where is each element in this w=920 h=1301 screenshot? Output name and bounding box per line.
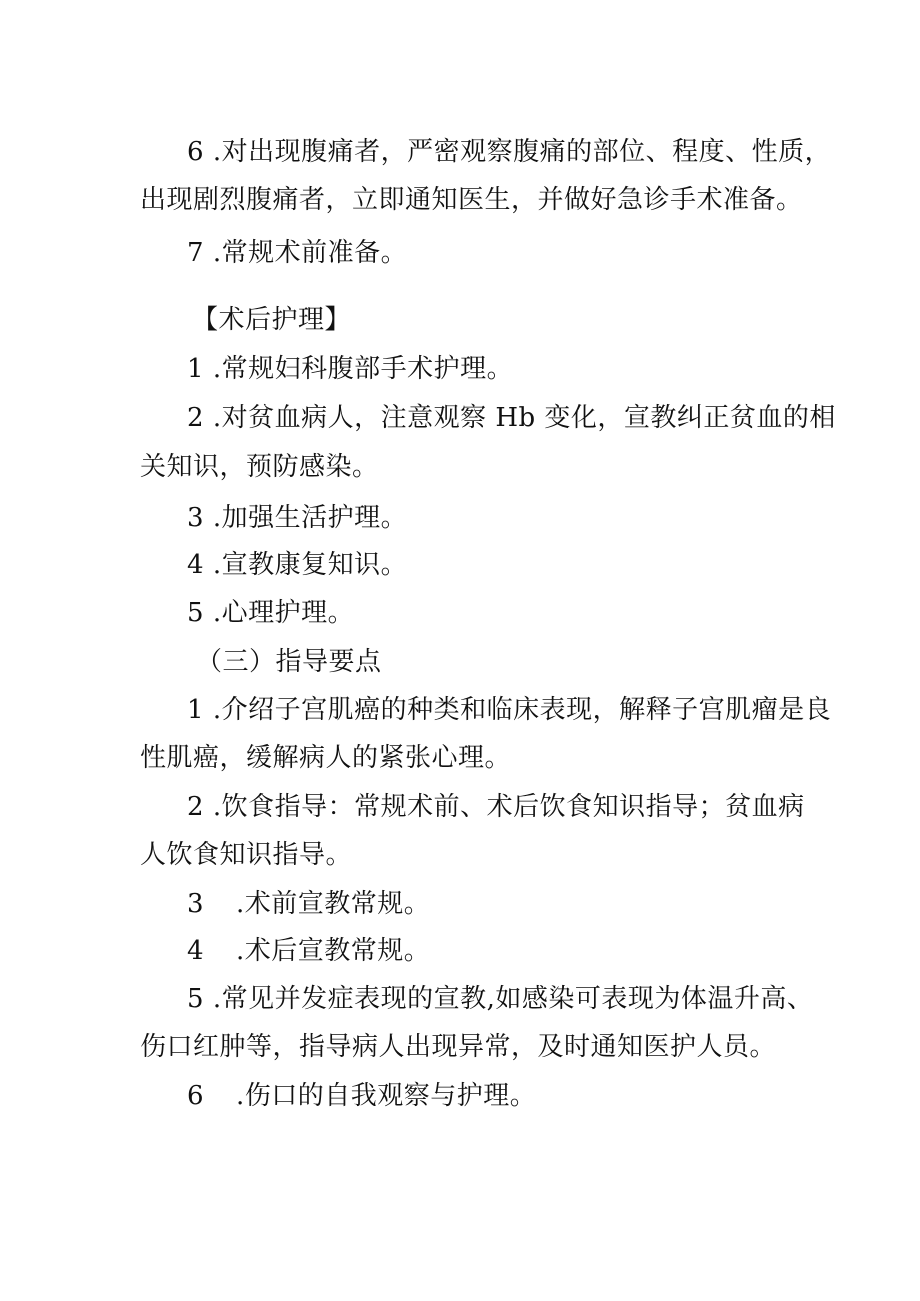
section-heading-guidance: （三）指导要点 xyxy=(196,647,382,677)
item-number: 1 xyxy=(187,354,205,384)
item-number: 4 xyxy=(187,550,205,580)
item-text: .常规妇科腹部手术护理。 xyxy=(212,354,514,384)
guidance-item-1-line-1 xyxy=(187,693,831,727)
item-number: 3 xyxy=(187,889,205,919)
item-number: 5 xyxy=(187,598,205,628)
guidance-item-4 xyxy=(187,934,430,968)
guidance-item-2-line-2: 人饮食知识指导。 xyxy=(140,840,353,870)
item-7 xyxy=(187,236,407,270)
guidance-item-2-line-1 xyxy=(187,790,805,824)
item-6-line-2: 出现剧烈腹痛者，立即通知医生，并做好急诊手术准备。 xyxy=(140,185,803,215)
postop-item-3 xyxy=(187,501,407,535)
item-text: .常见并发症表现的宣教,如感染可表现为体温升高、 xyxy=(212,984,814,1014)
item-number: 3 xyxy=(187,503,205,533)
item-text: .常规术前准备。 xyxy=(212,238,408,268)
item-text: .宣教康复知识。 xyxy=(212,550,408,580)
item-text: .对贫血病人，注意观察 Hb 变化，宣教纠正贫血的相 xyxy=(212,403,836,433)
postop-item-1 xyxy=(187,352,513,386)
postop-item-4 xyxy=(187,548,407,582)
section-heading-postop: 【术后护理】 xyxy=(192,305,352,335)
item-number: 6 xyxy=(187,137,205,167)
item-number: 2 xyxy=(187,403,205,433)
item-number: 5 xyxy=(187,984,205,1014)
item-number: 2 xyxy=(187,792,205,822)
item-number: 4 xyxy=(187,936,205,966)
item-text: .心理护理。 xyxy=(212,598,355,628)
guidance-item-1-line-2: 性肌癌，缓解病人的紧张心理。 xyxy=(140,743,512,773)
item-text: .术后宣教常规。 xyxy=(236,936,431,966)
item-number: 6 xyxy=(187,1081,205,1111)
item-text: .对出现腹痛者，严密观察腹痛的部位、程度、性质， xyxy=(212,137,832,167)
guidance-item-5-line-2: 伤口红肿等，指导病人出现异常，及时通知医护人员。 xyxy=(140,1032,777,1062)
item-text: .加强生活护理。 xyxy=(212,503,408,533)
item-text: .术前宣教常规。 xyxy=(236,889,431,919)
guidance-item-5-line-1 xyxy=(187,982,813,1016)
postop-item-2-line-1 xyxy=(187,401,836,435)
item-text: .饮食指导：常规术前、术后饮食知识指导；贫血病 xyxy=(212,792,805,822)
item-number: 7 xyxy=(187,238,205,268)
postop-item-2-line-2: 关知识，预防感染。 xyxy=(140,452,379,482)
postop-item-5 xyxy=(187,596,354,630)
item-6-line-1 xyxy=(187,135,831,169)
guidance-item-6 xyxy=(187,1079,536,1113)
item-text: .介绍子宫肌癌的种类和临床表现，解释子宫肌瘤是良 xyxy=(212,695,832,725)
item-number: 1 xyxy=(187,695,205,725)
item-text: .伤口的自我观察与护理。 xyxy=(236,1081,537,1111)
guidance-item-3 xyxy=(187,887,430,921)
